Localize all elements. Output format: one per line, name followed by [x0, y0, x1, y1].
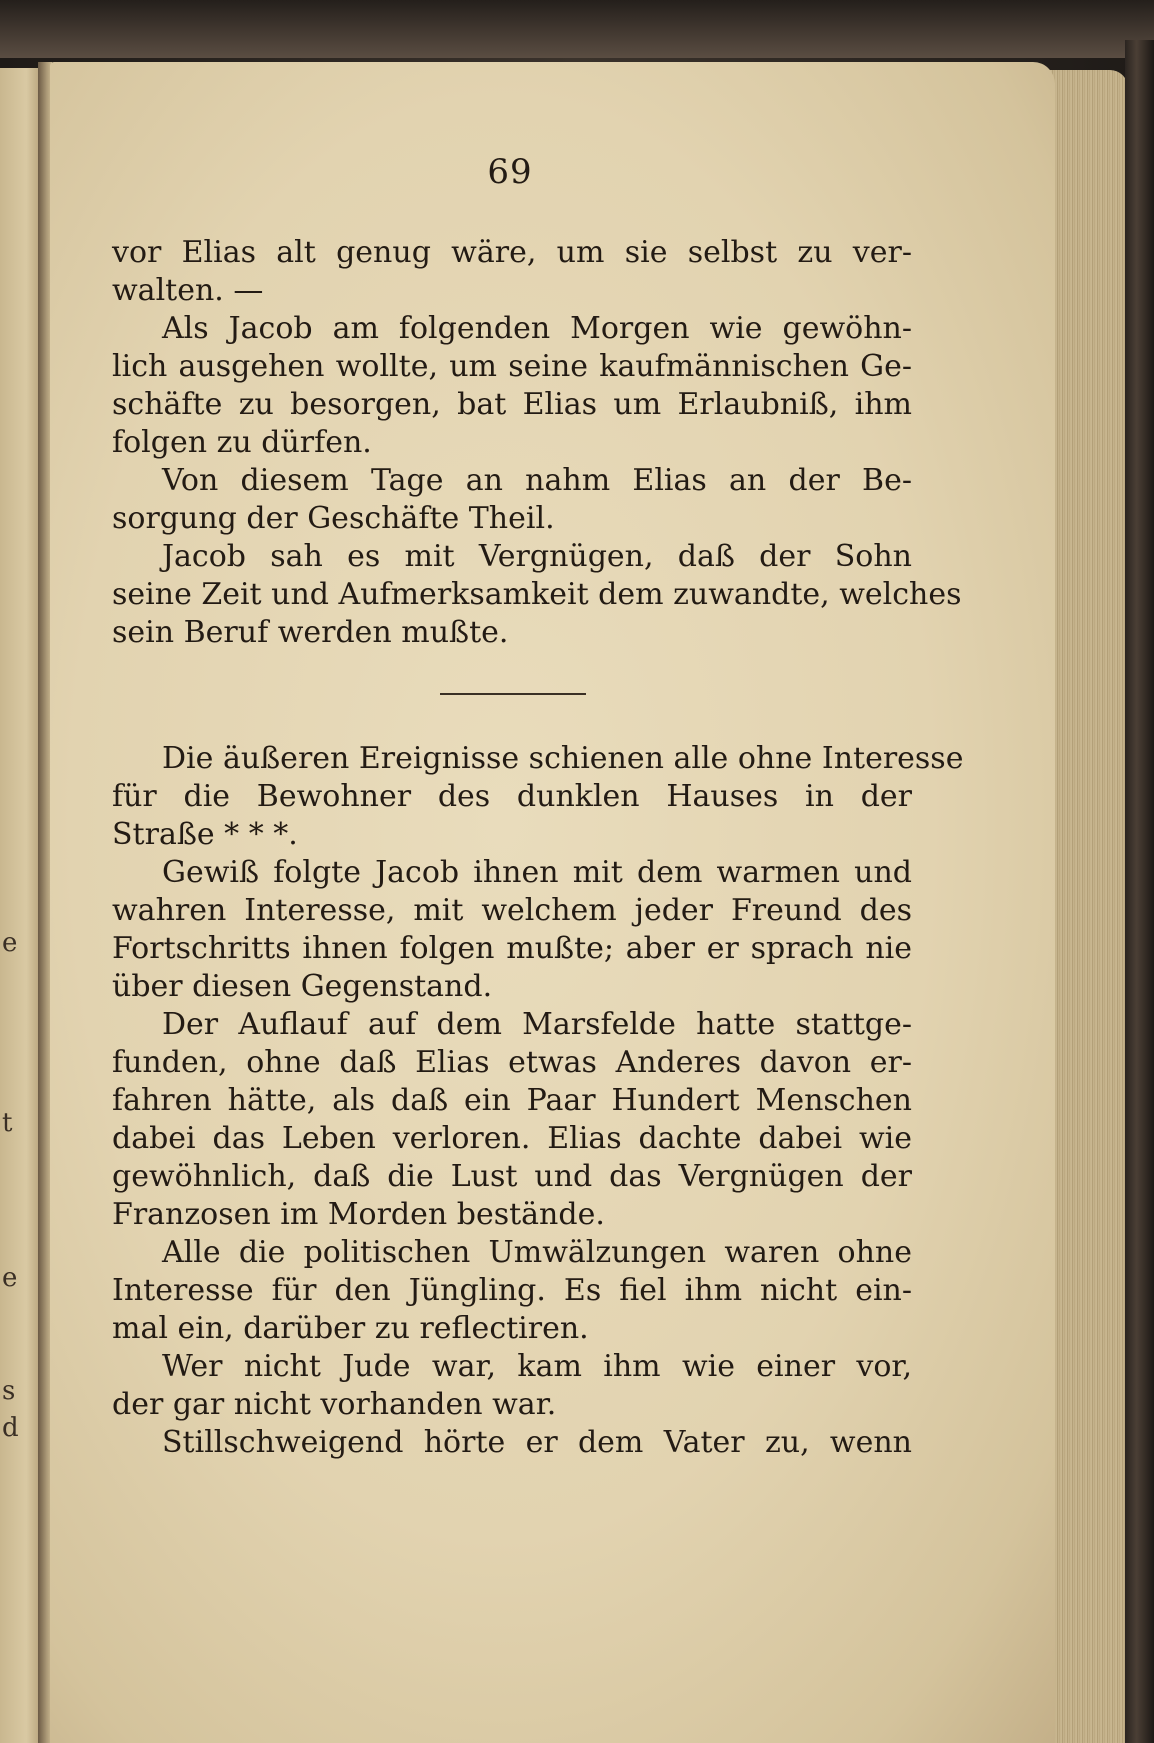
text-line: wahren Interesse, mit welchem jeder Freund des	[112, 893, 912, 928]
text-line: Interesse für den Jüngling. Es fiel ihm nicht ein-	[112, 1273, 912, 1308]
text-line: Wer nicht Jude war, kam ihm wie einer vor,	[162, 1349, 912, 1384]
text-line: Straße * * *.	[112, 817, 298, 852]
text-line: lich ausgehen wollte, um seine kaufmännischen Ge-	[112, 349, 912, 384]
text-line: Jacob sah es mit Vergnügen, daß der Sohn	[162, 539, 912, 574]
text-line: dabei das Leben verloren. Elias dachte dabei wie	[112, 1121, 912, 1156]
page-edges	[1048, 70, 1128, 1743]
text-line: für die Bewohner des dunklen Hauses in der	[112, 779, 912, 814]
text-line: seine Zeit und Aufmerksamkeit dem zuwandte, welches	[112, 577, 962, 612]
text-line: schäfte zu besorgen, bat Elias um Erlaubniß, ihm	[112, 387, 912, 422]
text-line: walten. —	[112, 273, 264, 308]
text-line: sein Beruf werden mußte.	[112, 615, 509, 650]
text-line: Gewiß folgte Jacob ihnen mit dem warmen und	[162, 855, 912, 890]
text-line: folgen zu dürfen.	[112, 425, 372, 460]
left-page-fragment: d	[2, 1413, 19, 1443]
text-line: Der Auflauf auf dem Marsfelde hatte stattge-	[162, 1007, 912, 1042]
text-line: Alle die politischen Umwälzungen waren ohne	[162, 1235, 912, 1270]
text-line: vor Elias alt genug wäre, um sie selbst zu ver-	[112, 235, 912, 270]
text-line: sorgung der Geschäfte Theil.	[112, 501, 555, 536]
book-cover-right	[1125, 40, 1154, 1743]
left-page-fragment: t	[2, 1108, 13, 1138]
left-page-fragment: s	[2, 1376, 16, 1406]
text-line: Franzosen im Morden bestände.	[112, 1197, 605, 1232]
text-line: der gar nicht vorhanden war.	[112, 1387, 557, 1422]
text-line: über diesen Gegenstand.	[112, 969, 493, 1004]
section-divider	[440, 693, 586, 695]
text-line: gewöhnlich, daß die Lust und das Vergnügen der	[112, 1159, 912, 1194]
text-line: Von diesem Tage an nahm Elias an der Be-	[162, 463, 912, 498]
text-line: funden, ohne daß Elias etwas Anderes davon er-	[112, 1045, 912, 1080]
text-line: Stillschweigend hörte er dem Vater zu, wenn	[162, 1425, 912, 1460]
text-line: Fortschritts ihnen folgen mußte; aber er sprach nie	[112, 931, 912, 966]
text-line: mal ein, darüber zu reflectiren.	[112, 1311, 589, 1346]
text-line: Die äußeren Ereignisse schienen alle ohne Interesse	[162, 741, 964, 776]
text-line: Als Jacob am folgenden Morgen wie gewöhn-	[162, 311, 912, 346]
book-cover-top	[0, 0, 1154, 58]
left-page-fragment: e	[2, 1263, 18, 1293]
text-line: fahren hätte, als daß ein Paar Hundert Menschen	[112, 1083, 912, 1118]
page-number: 69	[487, 152, 533, 192]
left-page-fragment: e	[2, 928, 18, 958]
